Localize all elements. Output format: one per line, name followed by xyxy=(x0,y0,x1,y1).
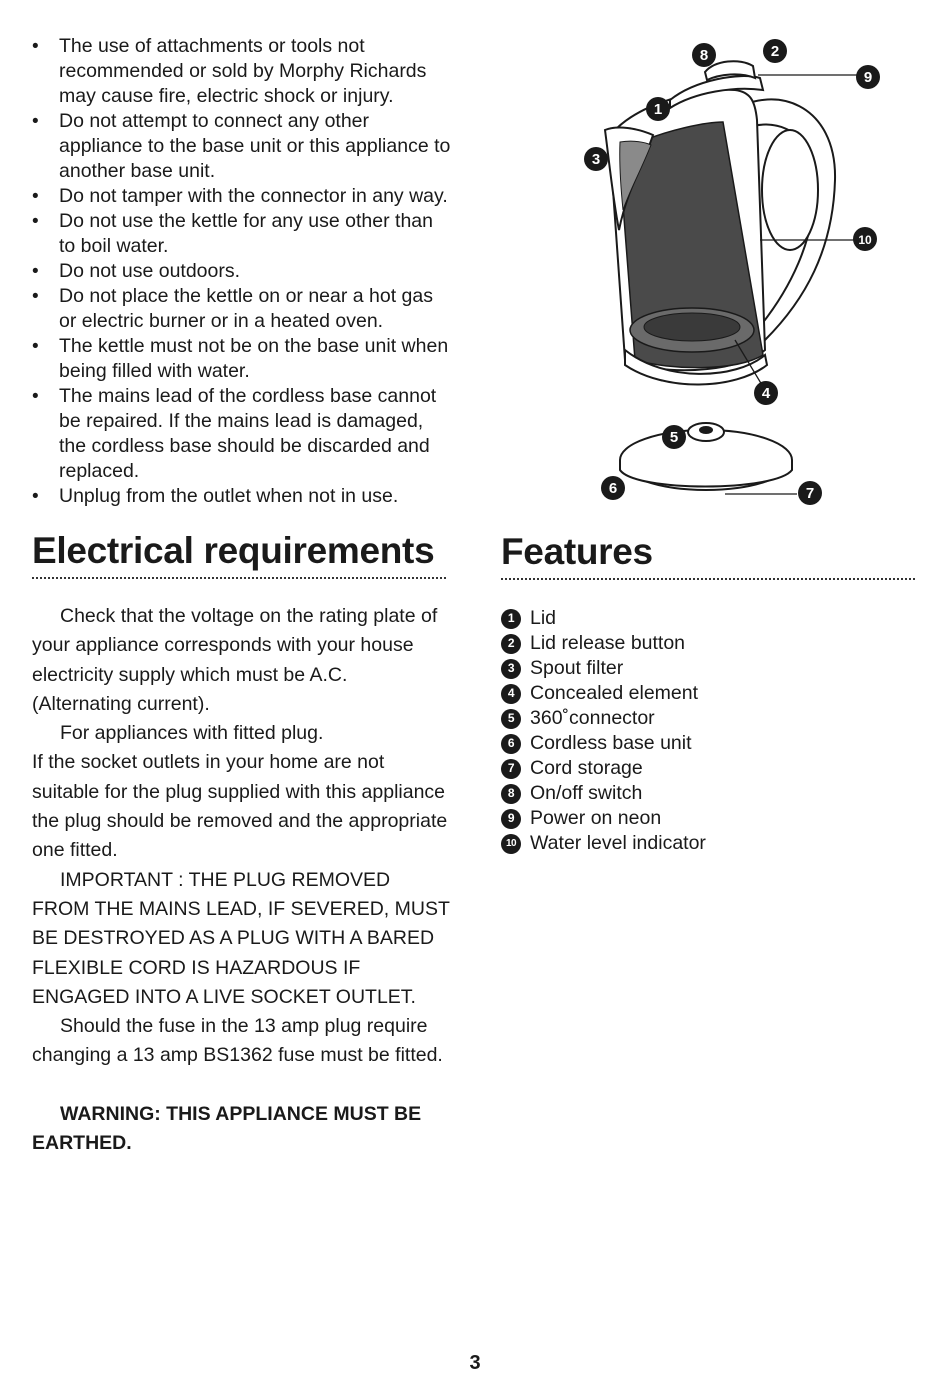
electrical-paragraph: Check that the voltage on the rating plate of your appliance corresponds with your house electricity supply which must be A.C. (Alternating current). xyxy=(32,605,438,715)
feature-label: Water level indicator xyxy=(530,832,706,854)
feature-item xyxy=(501,781,921,806)
feature-item xyxy=(501,606,921,631)
feature-label: Lid xyxy=(530,607,557,629)
left-column xyxy=(32,34,452,1158)
callout-9 xyxy=(856,65,880,89)
feature-item xyxy=(501,706,921,731)
safety-bullet: • Do not use the kettle for any use other than to boil water. xyxy=(32,209,452,259)
feature-item xyxy=(501,756,921,781)
svg-text:8: 8 xyxy=(699,47,709,64)
safety-bullet: • The kettle must not be on the base unit when being filled with water. xyxy=(32,334,452,384)
svg-text:6: 6 xyxy=(608,480,618,497)
callout-3 xyxy=(584,147,608,171)
feature-item xyxy=(501,731,921,756)
earth-warning: WARNING: THIS APPLIANCE MUST BE EARTHED. xyxy=(32,1102,422,1155)
number-badge: 8 xyxy=(501,784,521,804)
svg-text:10: 10 xyxy=(858,233,872,247)
feature-label: Lid release button xyxy=(530,632,686,654)
electrical-paragraph: Should the fuse in the 13 amp plug require changing a 13 amp BS1362 fuse must be fitted. xyxy=(32,1015,443,1067)
callout-7 xyxy=(798,481,822,505)
feature-item xyxy=(501,806,921,831)
electrical-paragraph: IMPORTANT : THE PLUG REMOVED FROM THE MAINS LEAD, IF SEVERED, MUST BE DESTROYED AS A PLUG WITH A BARED FLEXIBLE CORD IS HAZARDOUS IF ENGAGED INTO A LIVE SOCKET OUTLET. xyxy=(32,868,450,1008)
feature-item xyxy=(501,681,921,706)
electrical-paragraph: For appliances with fitted plug. xyxy=(60,722,324,745)
feature-label: 360˚connector xyxy=(530,707,655,729)
svg-text:3: 3 xyxy=(591,151,601,168)
features-list xyxy=(501,606,921,856)
svg-text:7: 7 xyxy=(805,485,815,502)
number-badge: 7 xyxy=(501,759,521,779)
safety-bullet: • The use of attachments or tools not recommended or sold by Morphy Richards may cause fire, electric shock or injury. xyxy=(32,34,452,109)
callout-2 xyxy=(763,39,787,63)
feature-label: Spout filter xyxy=(530,657,624,679)
number-badge: 2 xyxy=(501,634,521,654)
callout-1 xyxy=(646,97,670,121)
feature-item xyxy=(501,831,921,856)
svg-text:5: 5 xyxy=(669,429,679,446)
electrical-requirements-heading: Electrical requirements xyxy=(32,530,435,571)
svg-text:2: 2 xyxy=(770,43,780,60)
svg-text:4: 4 xyxy=(761,385,771,402)
heading-divider xyxy=(501,578,915,580)
page-number: 3 xyxy=(469,1352,481,1374)
feature-label: Cord storage xyxy=(530,757,643,779)
callout-5 xyxy=(662,425,686,449)
callout-8 xyxy=(692,43,716,67)
number-badge: 5 xyxy=(501,709,521,729)
feature-label: Power on neon xyxy=(530,807,662,829)
callout-6 xyxy=(601,476,625,500)
number-badge: 3 xyxy=(501,659,521,679)
svg-text:9: 9 xyxy=(863,69,873,86)
number-badge: 9 xyxy=(501,809,521,829)
number-badge: 4 xyxy=(501,684,521,704)
feature-label: Cordless base unit xyxy=(530,732,692,754)
safety-bullet: • The mains lead of the cordless base cannot be repaired. If the mains lead is damaged, the cordless base should be discarded and replaced. xyxy=(32,384,452,484)
kettle-diagram xyxy=(575,30,895,520)
heading-divider xyxy=(32,577,446,579)
number-badge: 6 xyxy=(501,734,521,754)
features-section xyxy=(501,530,921,856)
safety-bullet: • Do not attempt to connect any other appliance to the base unit or this appliance to another base unit. xyxy=(32,109,452,184)
safety-bullet: • Unplug from the outlet when not in use. xyxy=(32,484,452,509)
feature-item xyxy=(501,656,921,681)
svg-text:1: 1 xyxy=(653,101,663,118)
feature-item xyxy=(501,631,921,656)
number-badge: 10 xyxy=(501,834,521,854)
callout-4 xyxy=(754,381,778,405)
safety-bullet: • Do not use outdoors. xyxy=(32,259,452,284)
safety-bullet-list xyxy=(32,34,452,509)
features-heading: Features xyxy=(501,531,653,572)
number-badge: 1 xyxy=(501,609,521,629)
callout-10 xyxy=(853,227,877,251)
safety-bullet: • Do not place the kettle on or near a hot gas or electric burner or in a heated oven. xyxy=(32,284,452,334)
feature-label: Concealed element xyxy=(530,682,699,704)
electrical-body xyxy=(32,602,452,1158)
electrical-paragraph: If the socket outlets in your home are not suitable for the plug supplied with this appliance the plug should be removed and the appropriate one fitted. xyxy=(32,751,448,862)
feature-label: On/off switch xyxy=(530,782,643,804)
safety-bullet: • Do not tamper with the connector in any way. xyxy=(32,184,452,209)
